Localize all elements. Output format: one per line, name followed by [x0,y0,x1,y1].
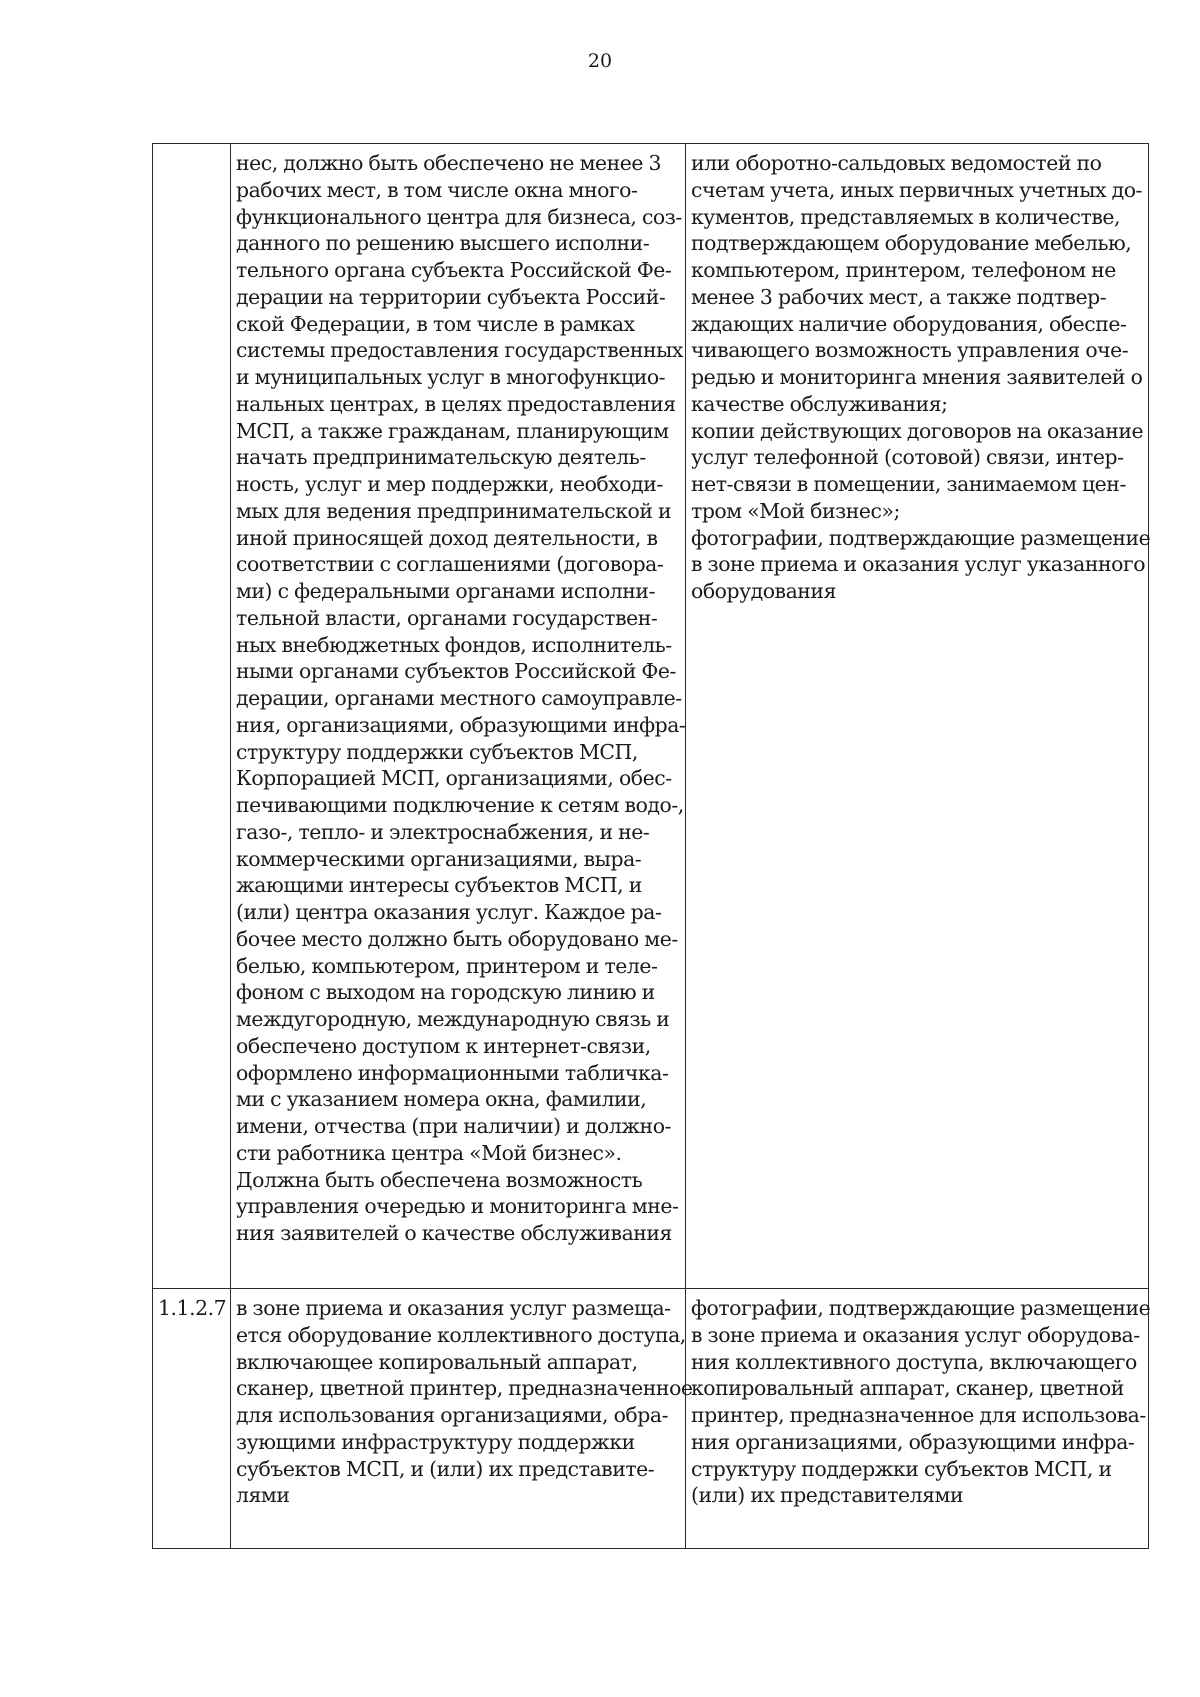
text-line: включающее копировальный аппарат, [236,1349,638,1374]
text-line: менее 3 рабочих мест, а также подтвер- [691,284,1107,309]
text-line: ской Федерации, в том числе в рамках [236,311,635,336]
text-line: тельной власти, органами государствен- [236,605,658,630]
text-line: Должна быть обеспечена возможность [236,1167,643,1192]
text-line: в зоне приема и оказания услуг указанного [691,552,1146,577]
text-line: ния коллективного доступа, включающего [691,1349,1137,1374]
requirement-cell [231,1289,693,1549]
text-line: бочее место должно быть оборудовано ме- [236,926,678,951]
text-line: редью и мониторинга мнения заявителей о [691,365,1143,389]
text-line: системы предоставления государственных [236,338,683,363]
text-line: жающими интересы субъектов МСП, и [236,873,642,898]
text-line: для использования организациями, обра- [236,1403,669,1427]
text-line: фоном с выходом на городскую линию и [236,980,655,1005]
text-line: качестве обслуживания; [691,391,948,416]
text-line: структуру поддержки субъектов МСП, и [691,1456,1112,1481]
requirements-table [152,143,1149,1549]
text-line: иной приносящей доход деятельности, в [236,525,658,550]
text-line: дерации на территории субъекта Россий- [236,284,666,309]
documents-cell [686,1289,1149,1549]
text-line: компьютером, принтером, телефоном не [691,258,1116,282]
text-line: подтверждающем оборудование мебелью, [691,231,1132,256]
text-line: белью, компьютером, принтером и теле- [236,953,658,978]
text-line: Корпорацией МСП, организациями, обес- [236,766,672,791]
text-line: тром «Мой бизнес»; [691,498,900,523]
table-row [153,1289,1149,1549]
text-line: функционального центра для бизнеса, соз- [236,204,682,229]
text-line: или оборотно-сальдовых ведомостей по [691,151,1102,175]
text-line: имени, отчества (при наличии) и должно- [236,1114,671,1138]
text-line: принтер, предназначенное для использова- [691,1403,1146,1427]
text-line: междугородную, международную связь и [236,1007,670,1031]
text-line: начать предпринимательскую деятель- [236,445,646,470]
text-line: (или) их представителями [691,1483,964,1508]
text-line: копии действующих договоров на оказание [691,418,1144,443]
text-line: нальных центрах, в целях предоставления [236,391,676,416]
text-line: оформлено информационными табличка- [236,1060,669,1085]
text-line: печивающими подключение к сетям водо-, [236,793,684,817]
table-row [153,144,1149,1289]
text-line: копировальный аппарат, сканер, цветной [691,1376,1124,1401]
documents-cell [686,144,1149,1289]
text-line: ными органами субъектов Российской Фе- [236,659,676,684]
page-number: 20 [587,50,613,72]
text-line: чивающего возможность управления оче- [691,338,1129,363]
item-number-cell [153,144,231,1289]
text-line: кументов, представляемых в количестве, [691,204,1121,229]
text-line: структуру поддержки субъектов МСП, [236,739,638,764]
text-line: фотографии, подтверждающие размещение [691,525,1151,550]
text-line: зующими инфраструктуру поддержки [236,1429,635,1454]
item-number-cell: 1.1.2.7 [153,1289,231,1549]
text-line: ния, организациями, образующими инфра- [236,712,686,737]
text-line: дерации, органами местного самоуправле- [236,686,682,710]
text-line: МСП, а также гражданам, планирующим [236,418,669,443]
text-line: ми) с федеральными органами исполни- [236,579,656,603]
text-line: услуг телефонной (сотовой) связи, интер- [691,445,1124,470]
text-line: (или) центра оказания услуг. Каждое ра- [236,900,662,924]
text-line: ния организациями, образующими инфра- [691,1429,1135,1454]
text-line: в зоне приема и оказания услуг оборудова- [691,1322,1140,1347]
text-line: управления очередью и мониторинга мне- [236,1194,679,1219]
text-line: оборудования [691,579,836,603]
text-line: ния заявителей о качестве обслуживания [236,1221,672,1245]
text-line: газо-, тепло- и электроснабжения, и не- [236,819,650,844]
text-line: ждающих наличие оборудования, обеспе- [691,311,1127,336]
text-line: и муниципальных услуг в многофункцио- [236,365,666,389]
text-line: в зоне приема и оказания услуг размеща- [236,1296,671,1320]
text-line: лями [236,1483,290,1508]
text-line: субъектов МСП, и (или) их представите- [236,1456,655,1481]
text-line: данного по решению высшего исполни- [236,231,650,256]
text-line: нес, должно быть обеспечено не менее 3 [236,151,662,175]
text-line: сти работника центра «Мой бизнес». [236,1140,622,1165]
text-line: ми с указанием номера окна, фамилии, [236,1087,647,1112]
requirement-cell [231,144,686,1289]
text-line: тельного органа субъекта Российской Фе- [236,258,672,282]
text-line: ных внебюджетных фондов, исполнитель- [236,632,672,657]
text-line: нет-связи в помещении, занимаемом цен- [691,472,1126,496]
text-line: мых для ведения предпринимательской и [236,498,672,523]
text-line: соответствии с соглашениями (договора- [236,552,664,577]
text-line: сканер, цветной принтер, предназначенное [236,1376,693,1401]
text-line: ется оборудование коллективного доступа, [236,1322,686,1347]
text-line: ность, услуг и мер поддержки, необходи- [236,472,663,496]
text-line: обеспечено доступом к интернет-связи, [236,1033,651,1058]
text-line: фотографии, подтверждающие размещение [691,1296,1151,1320]
text-line: коммерческими организациями, выра- [236,846,642,871]
text-line: рабочих мест, в том числе окна много- [236,177,638,202]
text-line: счетам учета, иных первичных учетных до- [691,177,1142,202]
